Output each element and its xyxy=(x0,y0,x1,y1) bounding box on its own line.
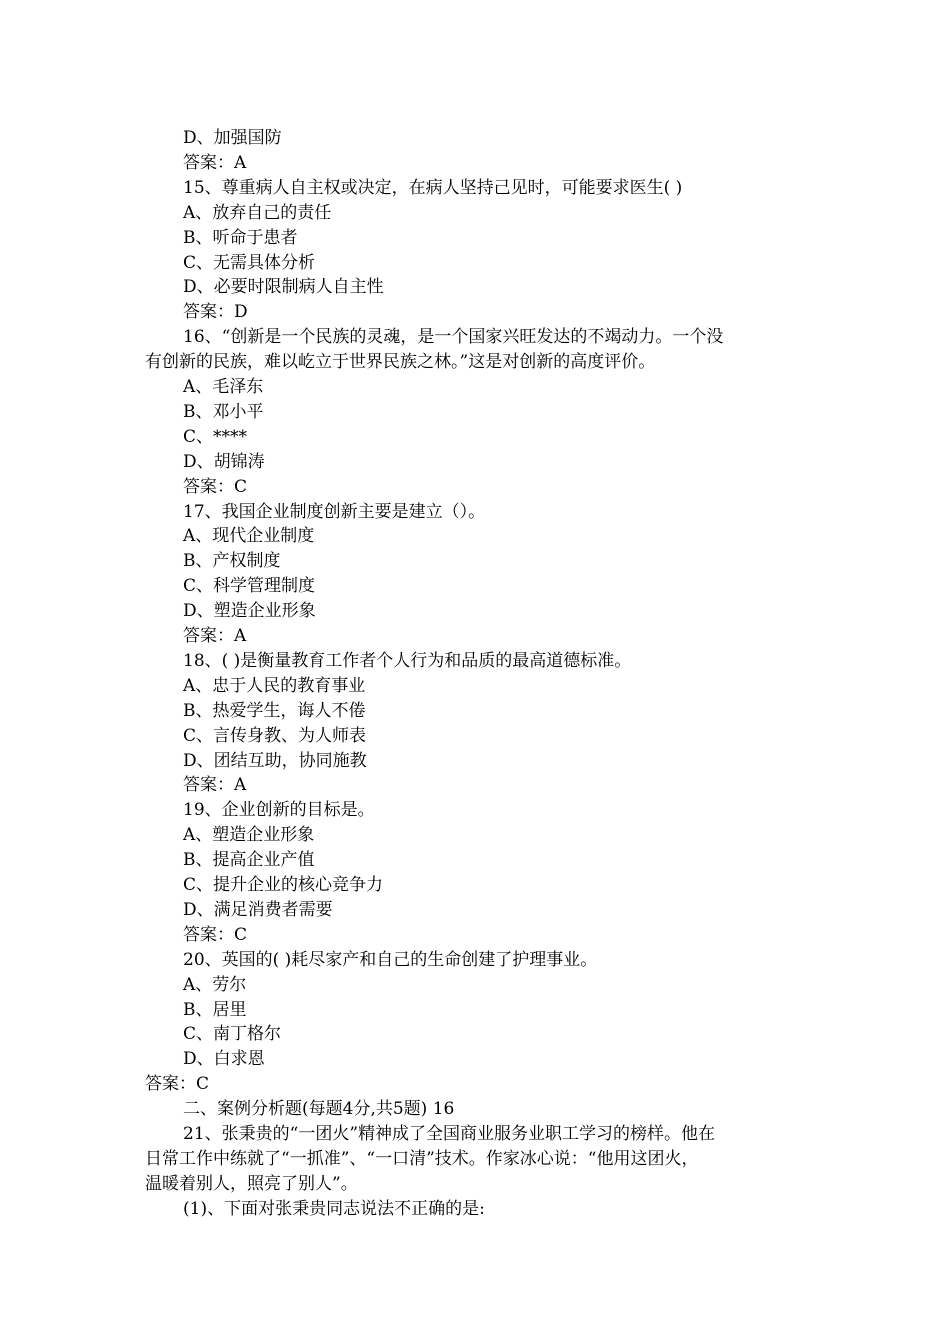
text-line: C、提升企业的核心竞争力 xyxy=(183,875,384,895)
text-line: (1)、下面对张秉贵同志说法不正确的是: xyxy=(183,1198,485,1219)
text-line: 18、( )是衡量教育工作者个人行为和品质的最高道德标准。 xyxy=(183,650,632,671)
text-line: C、言传身教、为人师表 xyxy=(183,725,367,746)
text-line: 答案：A xyxy=(183,152,247,173)
text-line: 16、“创新是一个民族的灵魂，是一个国家兴旺发达的不竭动力。一个没 xyxy=(183,327,724,348)
text-line: 15、尊重病人自主权或决定，在病人坚持己见时，可能要求医生( ) xyxy=(183,177,683,198)
text-line: C、**** xyxy=(183,426,248,447)
text-line: B、邓小平 xyxy=(183,401,264,422)
text-line: 日常工作中练就了“一抓准”、“一口清”技术。作家冰心说：“他用这团火， xyxy=(145,1148,699,1169)
text-line: 温暖着别人，照亮了别人”。 xyxy=(145,1173,358,1194)
text-line: A、现代企业制度 xyxy=(183,526,315,547)
text-line: D、团结互助，协同施教 xyxy=(183,750,367,771)
text-line: 20、英国的( )耗尽家产和自己的生命创建了护理事业。 xyxy=(183,949,598,970)
text-line: A、毛泽东 xyxy=(183,377,264,397)
text-line: C、无需具体分析 xyxy=(183,252,316,273)
text-line: B、居里 xyxy=(183,999,247,1020)
text-line: 答案：D xyxy=(183,302,248,323)
text-line: 有创新的民族，难以屹立于世界民族之林。”这是对创新的高度评价。 xyxy=(145,352,656,373)
text-line: A、劳尔 xyxy=(183,974,247,995)
text-line: 19、企业创新的目标是。 xyxy=(183,800,375,821)
text-line: D、必要时限制病人自主性 xyxy=(183,277,384,298)
text-line: D、胡锦涛 xyxy=(183,451,265,472)
text-line: D、白求恩 xyxy=(183,1049,265,1070)
text-line: B、提高企业产值 xyxy=(183,850,315,871)
text-line: 答案：A xyxy=(183,775,247,796)
text-line: 答案：A xyxy=(183,626,247,646)
text-line: D、塑造企业形象 xyxy=(183,601,316,622)
text-line: B、热爱学生，诲人不倦 xyxy=(183,700,366,721)
text-line: A、放弃自己的责任 xyxy=(183,202,332,223)
text-line: 17、我国企业制度创新主要是建立（）。 xyxy=(183,501,486,522)
text-line: B、听命于患者 xyxy=(183,227,298,248)
text-line: 答案：C xyxy=(145,1074,210,1095)
text-line: D、满足消费者需要 xyxy=(183,899,333,920)
text-line: C、科学管理制度 xyxy=(183,576,316,597)
text-line: 21、张秉贵的“一团火”精神成了全国商业服务业职工学习的榜样。他在 xyxy=(183,1124,716,1144)
text-line: 答案：C xyxy=(183,924,248,945)
text-line: 二、案例分析题(每题4分,共5题) 16 xyxy=(183,1099,455,1120)
text-line: D、加强国防 xyxy=(183,128,282,148)
text-line: A、塑造企业形象 xyxy=(183,825,315,846)
text-line: 答案：C xyxy=(183,476,248,497)
text-line: B、产权制度 xyxy=(183,551,281,572)
text-line: C、南丁格尔 xyxy=(183,1024,282,1045)
text-line: A、忠于人民的教育事业 xyxy=(183,675,366,696)
